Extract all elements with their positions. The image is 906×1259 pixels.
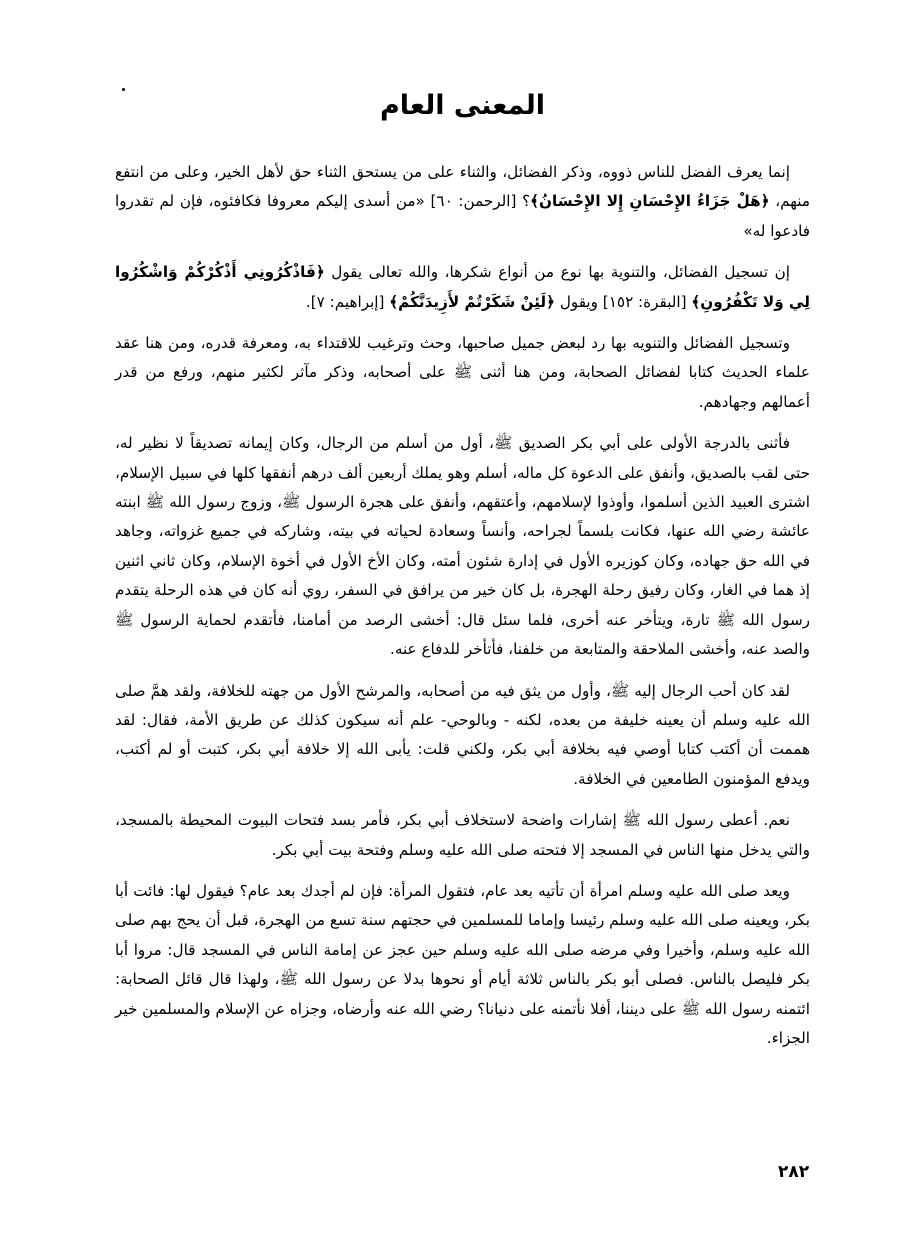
paragraph-text: إن تسجيل الفضائل، والتنوية بها نوع من أنواع شكرها، والله تعالى يقول [324, 263, 791, 282]
paragraph-2 [115, 258, 810, 317]
paragraph-4: فأثنى بالدرجة الأولى على أبي بكر الصديق ﷺ، أول من أسلم من الرجال، وكان إيمانه تصديقاً لا نظير له، حتى لقب بالصديق، وأنفق على الدعوة كل ماله، أسلم وهو يملك أربعين ألف درهم أنفقها كلها في سبيل الإسلام، اشترى العبيد الذين أسلموا، وأوذوا لإسلامهم، وأعتقهم، وأنفق على هجرة الرسول ﷺ، وزوج رسول الله ﷺ ابنته عائشة رضي الله عنها، فكانت بلسماً لجراحه، وأنساً وسعادة لحياته في بيته، وشاركه في جميع غزواته، وجاهد في الله حق جهاده، وكان كوزيره الأول في إدارة شئون أمته، وكان الأخ الأول في أخوة الإسلام، وكان ثاني اثنين إذ هما في الغار، وكان رفيق رحلة الهجرة، بل كان خير من يرافق في السفر، روي أنه كان في هذه الرحلة يتقدم رسول الله ﷺ تارة، ويتأخر عنه أخرى، فلما سئل قال: أخشى الرصد من أمامنا، فأتقدم لحماية الرسول ﷺ والصد عنه، وأخشى الملاحقة والمتابعة من خلفنا، فأتأخر للدفاع عنه. [115, 434, 810, 659]
verse-citation: [إبراهيم: ٧]. [305, 292, 390, 311]
page-title: المعنى العام [379, 90, 546, 121]
paragraph-text: إنما يعرف الفضل للناس ذووه، وذكر الفضائل، والثناء على من يستحق الثناء حق لأهل الخير، وعلى من انتفع منهم، [115, 163, 810, 211]
document-page [115, 80, 810, 1065]
quran-verse: ﴿فَاذْكُرُونِي أَذْكُرْكُمْ وَاشْكُرُوا لِي وَلا تَكْفُرُونِ﴾ [115, 263, 810, 311]
paragraph-3: وتسجيل الفضائل والتنويه بها رد لبعض جميل صاحبها، وحث وترغيب للاقتداء به، ومعرفة قدره، ومن هنا عقد علماء الحديث كتابا لفضائل الصحابة، ومن هنا أثنى ﷺ على أصحابه، وذكر مآثر لكثير منهم، ورفع من قدر أعمالهم وجهادهم. [115, 334, 810, 411]
paragraph-6: نعم. أعطى رسول الله ﷺ إشارات واضحة لاستخلاف أبي بكر، فأمر بسد فتحات البيوت المحيطة بالمسجد، والتي يدخل منها الناس في المسجد إلا فتحته صلى الله عليه وسلم وفتحة بيت أبي بكر. [115, 811, 810, 859]
quran-verse: ﴿هَلْ جَزَاءُ الإِحْسَانِ إِلا الإِحْسَانُ﴾ [530, 192, 770, 211]
paragraph-1 [115, 158, 810, 246]
page-number: ٢٨٢ [778, 1162, 810, 1182]
paragraph-7: ويعد صلى الله عليه وسلم امرأة أن تأتيه بعد عام، فتقول المرأة: فإن لم أجدك بعد عام؟ فيقول لها: فائت أبا بكر، ويعينه صلى الله عليه وسلم رئيسا وإماما للمسلمين في حجتهم سنة تسع من الهجرة، قبل أن يحج بهم صلى الله عليه وسلم، وأخيرا وفي مرضه صلى الله عليه وسلم حين عجز عن إمامة الناس في المسجد قال: مروا أبا بكر فليصل بالناس. فصلى أبو بكر بالناس ثلاثة أيام أو نحوها بدلا عن رسول الله ﷺ، ولهذا قال قائل الصحابة: ائتمنه رسول الله ﷺ على ديننا، أفلا نأتمنه على دنيانا؟ رضي الله عنه وأرضاه، وجزاه عن الإسلام والمسلمين خير الجزاء. [115, 881, 810, 1047]
paragraph-5: لقد كان أحب الرجال إليه ﷺ، وأول من يثق فيه من أصحابه، والمرشح الأول من جهته للخلافة، ولقد همَّ صلى الله عليه وسلم أن يعينه خليفة من بعده، لكنه - وبالوحي- علم أنه سيكون كذلك عن طريق الأمة، فقال: لقد هممت أن أكتب كتابا أوصي فيه بخلافة أبي بكر، ولكني قلت: يأبى الله إلا خلافة أبي بكر، كتبت أو لم أكتب، ويدفع المؤمنون الطامعين في الخلافة. [115, 681, 810, 788]
quran-verse: ﴿لَئِنْ شَكَرْتُمْ لأَزِيدَنَّكُمْ﴾ [389, 292, 556, 311]
verse-citation: [البقرة: ١٥٢] ويقول [555, 292, 692, 311]
paragraph-text: ؟ [الرحمن: ٦٠] «من أسدى إليكم معروفا فكافئوه، فإن لم تقدروا فادعوا له» [115, 192, 810, 240]
